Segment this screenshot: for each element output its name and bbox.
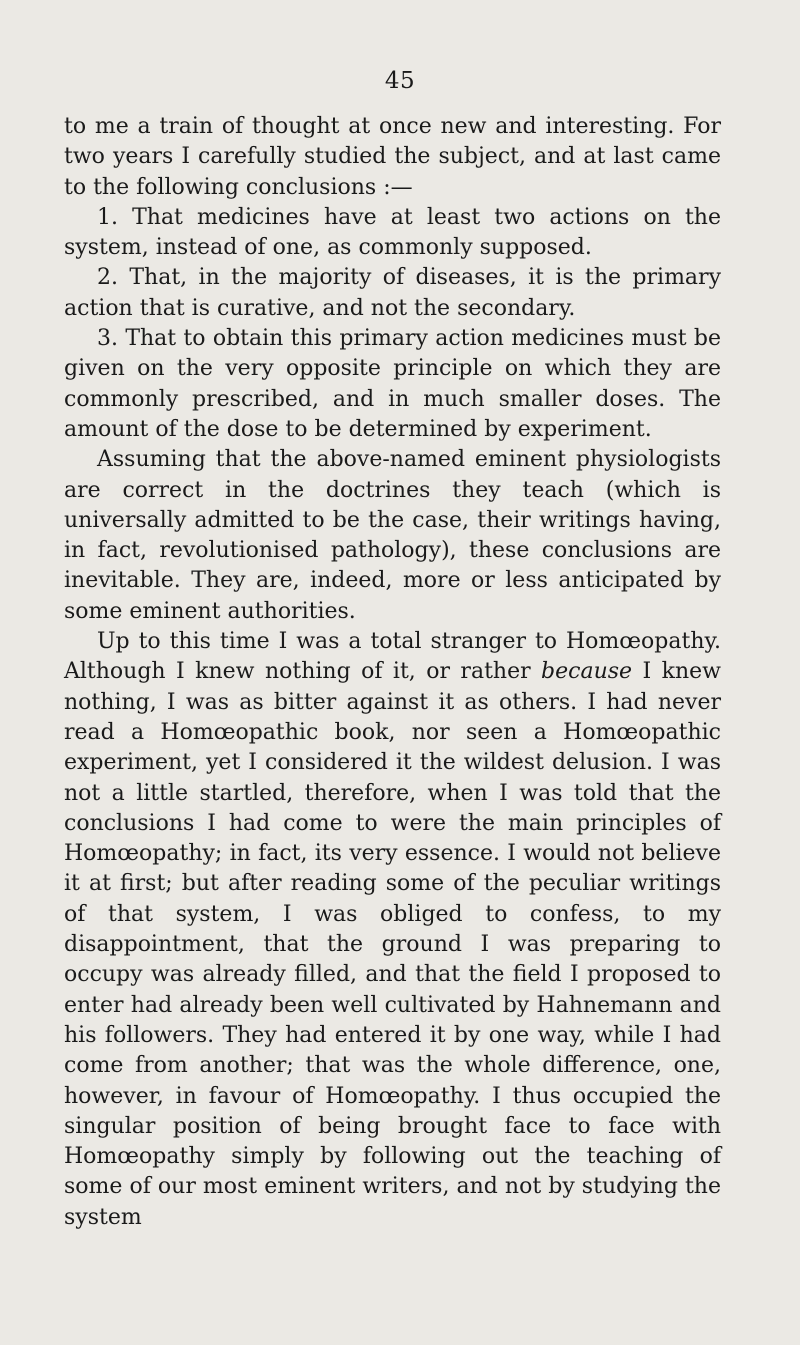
paragraph-conclusion-3 [64,324,721,445]
paragraph-text: 2. That, in the majority of diseases, it is the primary action that is curative, and not the secondary. [64,265,721,321]
page-number: 45 [384,68,416,94]
paragraph-text: 1. That medicines have at least two actions on the system, instead of one, as commonly supposed. [64,204,721,261]
paragraph-text: Assuming that the above-named eminent physiologists are correct in the doctrines they teach (which is universally admitted to be the case, their writings having, in fact, revolutionised pathology), these conclusions are inevitable. They are, indeed, more or less anticipated by some eminent authorities. [64,447,721,624]
paragraph-intro [64,112,721,203]
paragraph-assuming [64,445,721,627]
paragraph-conclusion-2 [64,263,721,324]
paragraph-text: to me a train of thought at once new and interesting. For two years I carefully studied the subject, and at last came to the following conclusions :— [64,114,721,200]
emphasis-text: because [541,659,633,685]
paragraph-text: 3. That to obtain this primary action medicines must be given on the very opposite principle on which they are commonly prescribed, and in much smaller doses. The amount of the dose to be determined by experiment. [64,326,721,442]
paragraph-text: I knew nothing, I was as bitter against it as others. I had never read a Homœopathic book, nor seen a Homœopathic experiment, yet I considered it the wildest delusion. I was not a little startled, therefore, when I was told that the conclusions I had come to were the main principles of Homœopathy; in fact, its very essence. I would not believe it at first; but after reading some of the peculiar writings of that system, I was obliged to confess, to my disappointment, that the ground I was preparing to occupy was already filled, and that the field I proposed to enter had already been well cultivated by Hahnemann and his followers. They had entered it by one way, while I had come from another; that was the whole difference, one, however, in favour of Homœopathy. I thus occupied the singular position of being brought face to face with Homœopathy simply by following out the teaching of some of our most eminent writers, and not by studying the system [64,659,721,1230]
paragraph-homoeopathy [64,627,721,1233]
paragraph-conclusion-1 [64,203,721,264]
body-text [64,112,721,1233]
paragraph-text: Up to this time I was a total stranger to Homœopathy. Although I knew nothing of it, or rather [64,629,721,685]
